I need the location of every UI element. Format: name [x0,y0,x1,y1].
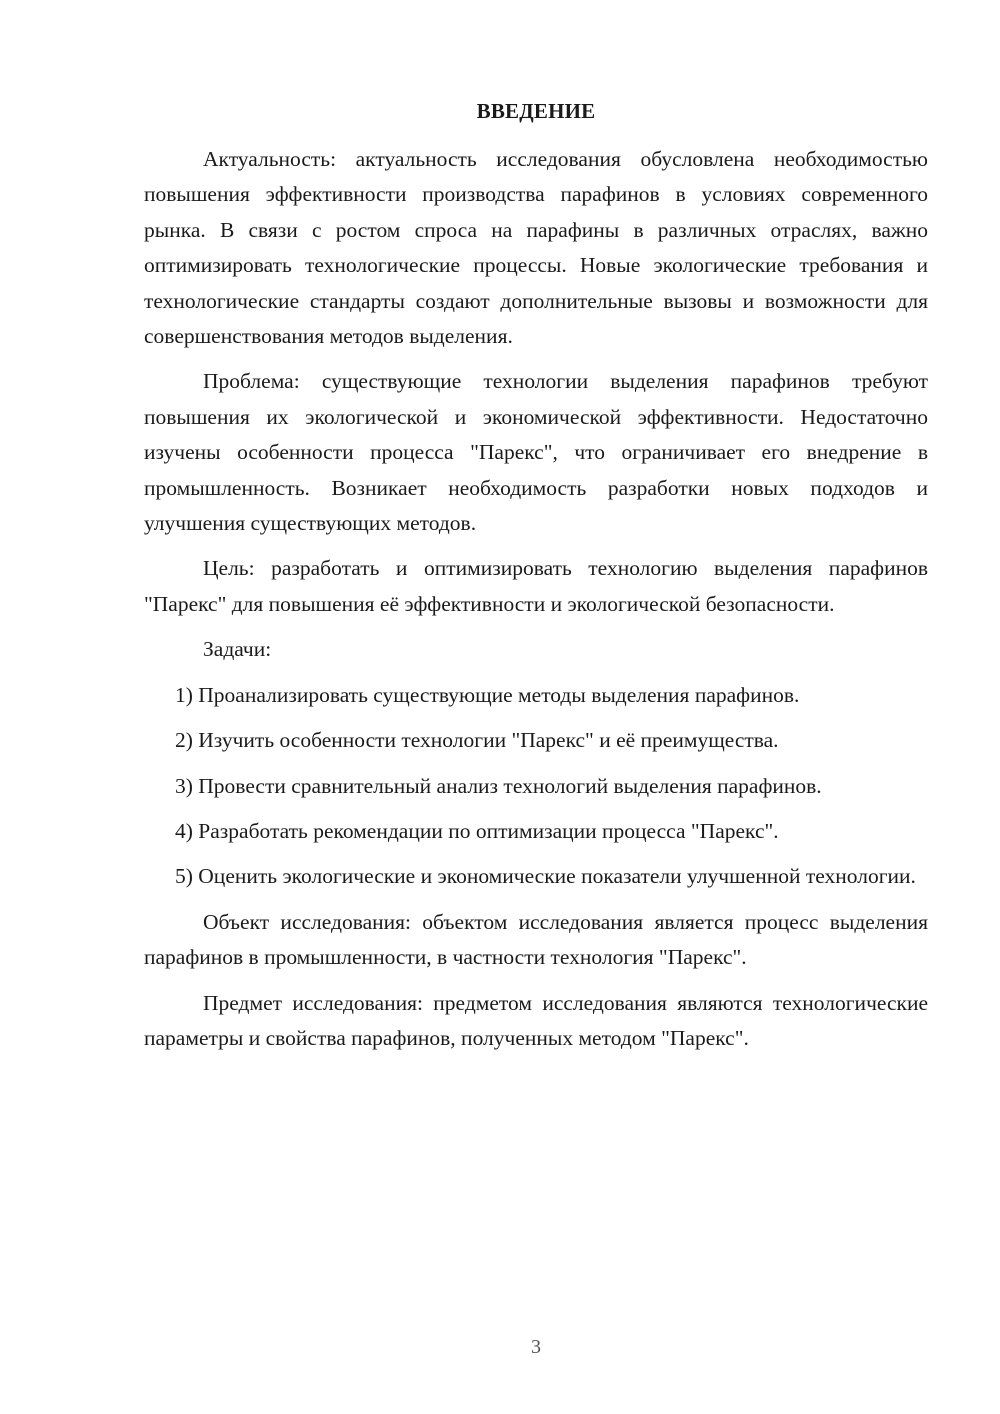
task-item-1: 1) Проанализировать существующие методы выделения парафинов. [175,682,800,707]
goal-paragraph: Цель: разработать и оптимизировать технологию выделения парафинов "Парекс" для повышения её эффективности и экологической безопасности. [144,556,928,616]
relevance-paragraph: Актуальность: актуальность исследования обусловлена необходимостью повышения эффективности производства парафинов в условиях современного рынка. В связи с ростом спроса на парафины в различных отраслях, важно оптимизировать технологические процессы. Новые экологические требования и технологические стандарты создают дополнительные вызовы и возможности для совершенствования методов выделения. [144,147,928,349]
tasks-heading: Задачи: [203,637,272,662]
subject-paragraph: Предмет исследования: предметом исследования являются технологические параметры и свойства парафинов, полученных методом "Парекс". [144,990,928,1050]
page-title: ВВЕДЕНИЕ [476,99,596,123]
problem-paragraph: Проблема: существующие технологии выделения парафинов требуют повышения их экологической и экономической эффективности. Недостаточно изучены особенности процесса "Парекс", что ограничивает его внедрение в промышленность. Возникает необходимость разработки новых подходов и улучшения существующих методов. [144,369,928,536]
task-item-5: 5) Оценить экологические и экономические показатели улучшенной технологии. [175,864,916,889]
document-body [144,142,928,1066]
task-item-4: 4) Разработать рекомендации по оптимизации процесса "Парекс". [175,818,779,843]
object-paragraph: Объект исследования: объектом исследования является процесс выделения парафинов в промышленности, в частности технология "Парекс". [144,909,928,970]
task-item-3: 3) Провести сравнительный анализ технологий выделения парафинов. [175,773,822,798]
page-number: 3 [531,1336,541,1358]
tasks-list [144,678,928,895]
task-item-2: 2) Изучить особенности технологии "Парекс" и её преимущества. [175,728,779,753]
